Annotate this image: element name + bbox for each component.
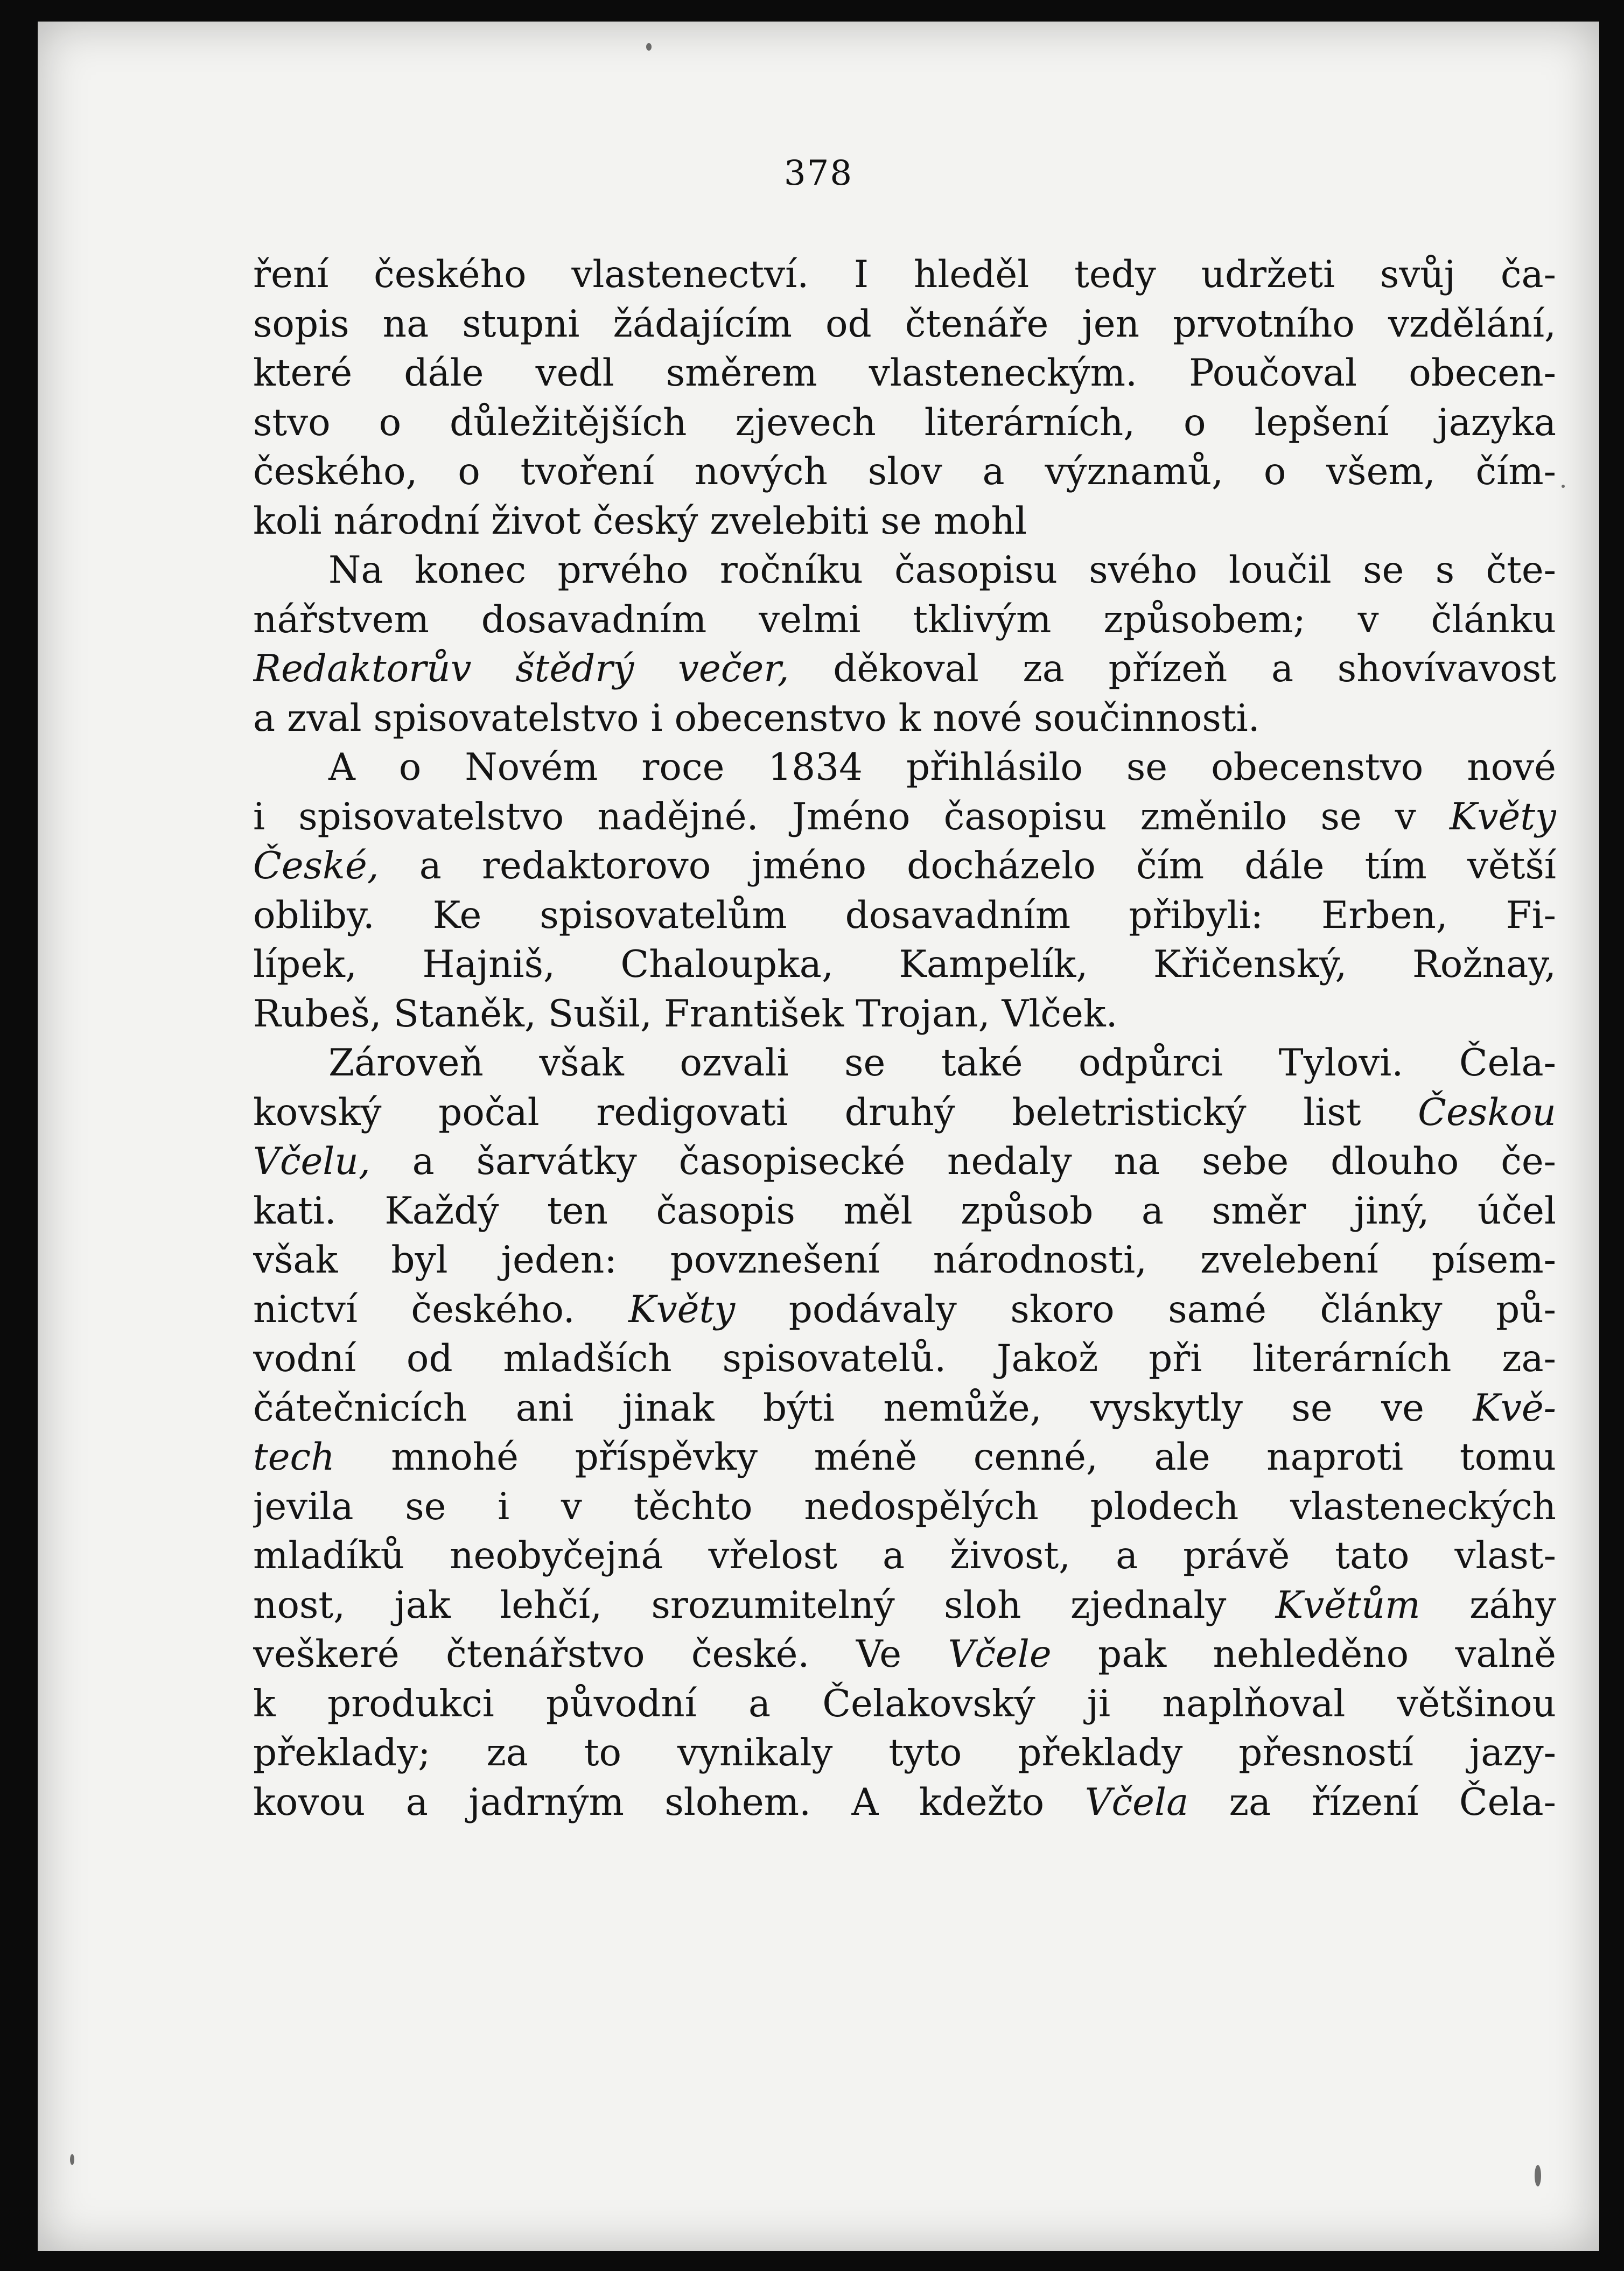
paragraph-start-line: Zároveň však ozvali se také odpůrci Tylovi. Čela-: [328, 1042, 1556, 1085]
body-text: [253, 250, 1556, 1827]
text-line: i spisovatelstvo nadějné. Jméno časopisu změnilo se v Květy: [253, 795, 1556, 838]
text-line: nictví českého. Květy podávaly skoro samé články pů-: [253, 1288, 1556, 1331]
text-line: nost, jak lehčí, srozumitelný sloh zjednaly Květům záhy: [253, 1583, 1556, 1627]
text-line: jevila se i v těchto nedospělých plodech vlasteneckých: [253, 1485, 1556, 1528]
text-line: mladíků neobyčejná vřelost a živost, a právě tato vlast-: [253, 1534, 1556, 1577]
text-line: Rubeš, Staněk, Sušil, František Trojan, Vlček.: [253, 992, 1118, 1036]
text-line: České, a redaktorovo jméno docházelo čím dále tím větší: [253, 844, 1556, 888]
text-line: kati. Každý ten časopis měl způsob a směr jiný, účel: [253, 1189, 1556, 1233]
scan-speck: [1562, 485, 1565, 488]
italic-title: Květy: [1449, 795, 1556, 838]
book-page: [38, 22, 1599, 2251]
text-line: vodní od mladších spisovatelů. Jakož při literárních za-: [253, 1337, 1556, 1380]
text-line: však byl jeden: povznešení národnosti, zvelebení písem-: [253, 1239, 1556, 1282]
italic-title: České,: [253, 844, 379, 888]
text-line: Redaktorův štědrý večer, děkoval za přízeň a shovívavost: [253, 647, 1556, 690]
text-line: kovský počal redigovati druhý beletristický list Českou: [253, 1091, 1556, 1134]
scan-speck: [1535, 2165, 1541, 2186]
italic-title: Redaktorův štědrý večer,: [253, 647, 789, 690]
italic-title: Včele: [948, 1633, 1052, 1676]
text-line: nářstvem dosavadním velmi tklivým způsobem; v článku: [253, 598, 1556, 641]
scan-speck: [646, 43, 652, 51]
text-line: k produkci původní a Čelakovský ji naplňoval většinou: [253, 1682, 1556, 1725]
text-line: sopis na stupni žádajícím od čtenáře jen prvotního vzdělání,: [253, 302, 1556, 346]
paragraph-start-line: A o Novém roce 1834 přihlásilo se obecenstvo nové: [328, 746, 1556, 789]
text-line: ření českého vlastenectví. I hleděl tedy udržeti svůj ča-: [253, 253, 1556, 296]
text-line: tech mnohé příspěvky méně cenné, ale naproti tomu: [253, 1436, 1556, 1479]
italic-title: tech: [253, 1436, 335, 1479]
italic-title: Českou: [1418, 1091, 1556, 1134]
text-line: které dále vedl směrem vlasteneckým. Poučoval obecen-: [253, 352, 1556, 395]
text-line: českého, o tvoření nových slov a významů, o všem, čím-: [253, 450, 1556, 493]
text-line: a zval spisovatelstvo i obecenstvo k nové součinnosti.: [253, 696, 1260, 740]
italic-title: Květům: [1275, 1583, 1420, 1627]
text-line: koli národní život český zvelebiti se mohl: [253, 499, 1027, 543]
text-line: kovou a jadrným slohem. A kdežto Včela za řízení Čela-: [253, 1780, 1556, 1824]
text-line: veškeré čtenářstvo české. Ve Včele pak nehleděno valně: [253, 1633, 1556, 1676]
text-line: lípek, Hajniš, Chaloupka, Kampelík, Křičenský, Rožnay,: [253, 943, 1556, 986]
text-line: čátečnicích ani jinak býti nemůže, vyskytly se ve Kvě-: [253, 1386, 1556, 1430]
text-line: obliby. Ke spisovatelům dosavadním přibyli: Erben, Fi-: [253, 893, 1556, 937]
text-line: stvo o důležitějších zjevech literárních, o lepšení jazyka: [253, 401, 1556, 444]
scan-speck: [70, 2154, 74, 2165]
page-number: 378: [783, 153, 853, 193]
italic-title: Kvě-: [1473, 1386, 1556, 1430]
italic-title: Včelu,: [253, 1140, 370, 1183]
italic-title: Květy: [628, 1288, 736, 1331]
paragraph-start-line: Na konec prvého ročníku časopisu svého loučil se s čte-: [328, 549, 1556, 592]
text-line: Včelu, a šarvátky časopisecké nedaly na sebe dlouho če-: [253, 1140, 1556, 1183]
text-line: překlady; za to vynikaly tyto překlady přesností jazy-: [253, 1731, 1556, 1774]
italic-title: Včela: [1084, 1780, 1189, 1824]
